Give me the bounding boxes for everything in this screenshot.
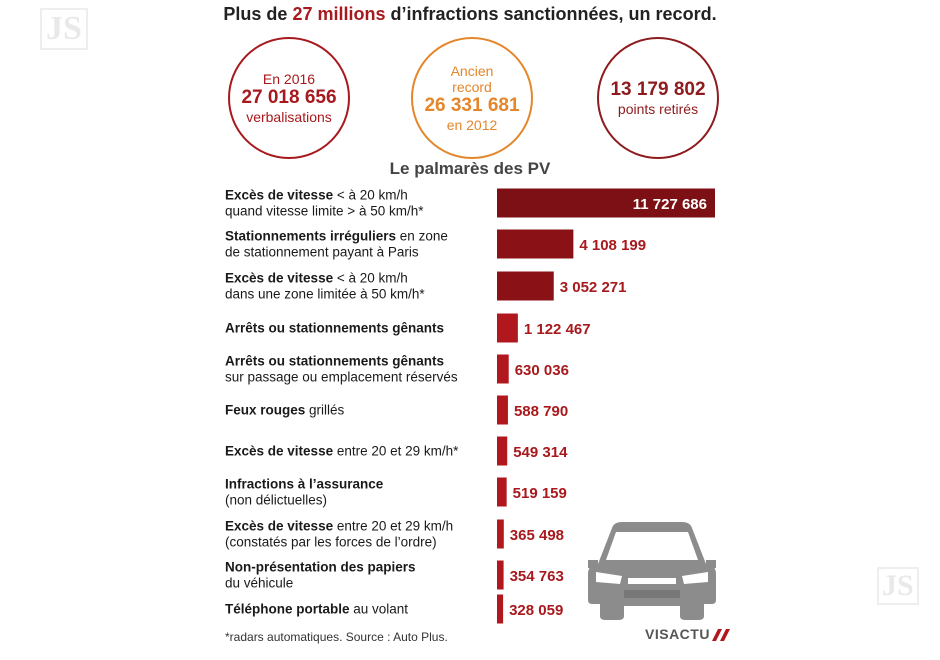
data-label: 549 314	[513, 444, 568, 461]
category-label-normal: < à 20 km/h	[333, 187, 408, 203]
visactu-logo	[645, 626, 730, 642]
data-label: 354 763	[509, 568, 564, 585]
data-label: 4 108 199	[579, 237, 647, 254]
category-label-bold: Stationnements irréguliers	[225, 228, 397, 244]
category-label-line2: sur passage ou emplacement réservés	[225, 369, 458, 384]
stat-value: 27 018 656	[241, 87, 337, 109]
data-label: 1 122 467	[523, 321, 591, 338]
data-label: 3 052 271	[559, 279, 627, 296]
headline-highlight: 27 millions	[292, 4, 386, 24]
headline-before: Plus de	[223, 4, 293, 24]
category-label-line2: du véhicule	[225, 575, 294, 590]
car-front-icon	[588, 520, 716, 620]
category-label-normal: entre 20 et 29 km/h*	[333, 443, 459, 459]
category-label-bold: Non-présentation des papiers	[225, 559, 416, 575]
category-label-line2: dans une zone limitée à 50 km/h*	[225, 286, 425, 301]
category-label-bold: Excès de vitesse	[225, 443, 334, 459]
bar	[497, 272, 554, 301]
stat-post: verbalisations	[246, 108, 332, 125]
logo-mark-icon	[712, 629, 730, 641]
data-label: 365 498	[509, 527, 565, 544]
bar	[497, 355, 509, 384]
stat-value: 13 179 802	[610, 79, 706, 101]
category-label-normal: grillés	[305, 402, 345, 418]
category-label-line2: (non délictuelles)	[225, 492, 328, 507]
category-label-line2: quand vitesse limite > à 50 km/h*	[225, 203, 424, 218]
category-label-bold: Infractions à l’assurance	[225, 476, 384, 492]
stat-post: en 2012	[446, 116, 498, 133]
bar	[497, 478, 507, 507]
watermark-logo: JS	[877, 567, 919, 605]
category-label-bold: Excès de vitesse	[225, 270, 334, 286]
category-label-bold: Arrêts ou stationnements gênants	[225, 353, 445, 369]
data-label: 328 059	[509, 602, 564, 619]
logo-text: VISACTU	[645, 626, 710, 642]
stat-pre: Ancien record	[450, 62, 494, 96]
bar	[497, 437, 507, 466]
category-label-bold: Arrêts ou stationnements gênants	[225, 320, 445, 336]
category-label-normal: en zone	[396, 228, 448, 244]
chart-title: Le palmarès des PV	[389, 159, 551, 178]
category-label-line2: de stationnement payant à Paris	[225, 244, 419, 259]
data-label: 588 790	[513, 403, 569, 420]
stat-post: points retirés	[617, 100, 699, 117]
category-label-bold: Excès de vitesse	[225, 187, 334, 203]
category-label-normal: entre 20 et 29 km/h	[333, 518, 454, 534]
category-label-bold: Téléphone portable	[225, 601, 350, 617]
category-label-bold: Feux rouges	[225, 402, 306, 418]
data-label: 519 159	[512, 485, 567, 502]
bar	[497, 396, 508, 425]
bar	[497, 561, 504, 590]
bar	[497, 520, 504, 549]
category-label-line2: (constatés par les forces de l’ordre)	[225, 534, 437, 549]
category-label-bold: Excès de vitesse	[225, 518, 334, 534]
footnote: *radars automatiques. Source : Auto Plus.	[225, 630, 448, 644]
watermark-logo: JS	[40, 8, 88, 50]
headline-after: d’infractions sanctionnées, un record.	[385, 4, 717, 24]
stat-pre: En 2016	[262, 70, 316, 87]
data-label: 11 727 686	[632, 196, 707, 213]
category-label-normal: au volant	[349, 601, 409, 617]
bar	[497, 230, 573, 259]
data-label: 630 036	[514, 362, 569, 379]
stat-value: 26 331 681	[424, 95, 520, 117]
category-label-normal: < à 20 km/h	[333, 270, 408, 286]
bar	[497, 595, 503, 624]
bar	[497, 314, 518, 343]
